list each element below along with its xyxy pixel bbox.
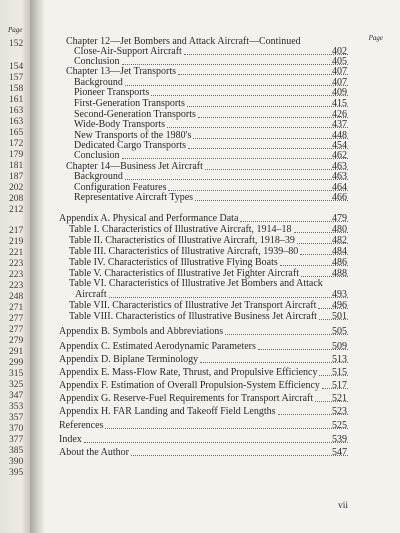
toc-entry-title: Pioneer Transports [74, 87, 150, 98]
left-page-number: 223 [9, 281, 24, 291]
left-page-number: 353 [9, 402, 24, 412]
toc-entry [59, 214, 350, 224]
toc-entry-title: Table VI. Characteristics of Illustrative Jet Bombers and Attack [69, 278, 323, 289]
toc-entry-title: About the Author [59, 447, 129, 458]
toc-entry-page: 488 [332, 268, 347, 279]
toc-entry [59, 355, 350, 365]
page-column-heading: Page [368, 34, 383, 42]
left-page-number: 370 [9, 424, 24, 434]
toc-entry [69, 301, 350, 311]
left-page-number: 158 [9, 84, 24, 94]
book-gutter [30, 0, 44, 533]
toc-entry-page: 407 [332, 77, 347, 88]
toc-entry [59, 327, 350, 337]
toc-entry-title: Close-Air-Support Aircraft [74, 46, 182, 57]
left-page-number: 395 [9, 468, 24, 478]
toc-entry [59, 394, 350, 404]
contents-page [44, 0, 400, 533]
toc-entry-page: 486 [332, 257, 347, 268]
previous-page-strip [0, 0, 30, 533]
toc-entry-page: 466 [332, 192, 347, 203]
toc-entry-page: 482 [332, 235, 347, 246]
toc-entry-title: Second-Generation Transports [74, 109, 196, 120]
left-page-number: 212 [9, 205, 24, 215]
left-page-number: 223 [9, 259, 24, 269]
page-folio: vii [338, 501, 349, 511]
toc-entry-page: 454 [332, 140, 347, 151]
toc-entry [66, 67, 350, 77]
left-page-number: 181 [9, 161, 24, 171]
left-page-number: 221 [9, 248, 24, 258]
toc-entry-page: 539 [332, 434, 347, 445]
toc-entry-page: 415 [332, 98, 347, 109]
toc-entry-page: 547 [332, 447, 347, 458]
toc-entry-title: Table VII. Characteristics of Illustrative Jet Transport Aircraft [69, 300, 317, 311]
left-page-number: 248 [9, 292, 24, 302]
toc-entry-page: 437 [332, 119, 347, 130]
toc-entry-page: 480 [332, 224, 347, 235]
left-page-number: 163 [9, 117, 24, 127]
toc-entry-page: 409 [332, 87, 347, 98]
left-page-number: 187 [9, 172, 24, 182]
toc-entry-page: 493 [332, 289, 347, 300]
toc-entry-page: 484 [332, 246, 347, 257]
left-page-number: 152 [9, 39, 24, 49]
toc-entry-page: 501 [332, 311, 347, 322]
toc-entry-page: 513 [332, 354, 347, 365]
toc-entry [74, 88, 350, 98]
toc-entry-page: 479 [332, 213, 347, 224]
toc-entry [59, 407, 350, 417]
toc-entry-page: 426 [332, 109, 347, 120]
left-page-number: 357 [9, 413, 24, 423]
left-page-heading: Page [8, 26, 23, 34]
toc-entry-page: 505 [332, 326, 347, 337]
toc-entry [59, 435, 350, 445]
left-page-number: 277 [9, 314, 24, 324]
dot-leader [109, 290, 348, 298]
toc-entry-page: 515 [332, 367, 347, 378]
toc-entry-title: Chapter 13—Jet Transports [66, 66, 176, 77]
toc-entry-title: Appendix D. Biplane Terminology [59, 354, 199, 365]
toc-entry [59, 342, 350, 352]
toc-entry [74, 193, 350, 203]
toc-entry-title: Appendix E. Mass-Flow Rate, Thrust, and Propulsive Efficiency [59, 367, 318, 378]
toc-entry [75, 290, 350, 300]
toc-entry-page: 509 [332, 341, 347, 352]
left-page-number: 219 [9, 237, 24, 247]
dot-leader [151, 88, 348, 96]
toc-entry-title: References [59, 420, 104, 431]
toc-entry [69, 258, 350, 268]
toc-entry-title: Background [74, 77, 123, 88]
toc-entry-page: 463 [332, 161, 347, 172]
toc-entry [69, 312, 350, 322]
toc-entry-title: Appendix A. Physical and Performance Data [59, 213, 239, 224]
left-page-number: 299 [9, 358, 24, 368]
left-page-number: 163 [9, 106, 24, 116]
toc-entry-page: 462 [332, 150, 347, 161]
toc-entry-title: Table V. Characteristics of Illustrative Jet Fighter Aircraft [69, 268, 299, 279]
toc-entry [69, 225, 350, 235]
toc-entry-page: 521 [332, 393, 347, 404]
left-page-number: 179 [9, 150, 24, 160]
toc-entry-title: Wide-Body Transports [74, 119, 165, 130]
left-page-number: 154 [9, 62, 24, 72]
toc-entry-page: 407 [332, 66, 347, 77]
toc-entry-title: Chapter 14—Business Jet Aircraft [66, 161, 203, 172]
toc-entry-page: 464 [332, 182, 347, 193]
toc-entry-title: Chapter 12—Jet Bombers and Attack Aircraft—Continued [66, 36, 301, 47]
left-page-number: 385 [9, 446, 24, 456]
left-page-number: 279 [9, 336, 24, 346]
left-page-number: 390 [9, 457, 24, 467]
toc-entry-title: Conclusion [74, 150, 120, 161]
toc-entry [59, 448, 350, 458]
left-page-number: 315 [9, 369, 24, 379]
dot-leader [125, 172, 348, 180]
toc-entry-title: Appendix G. Reserve-Fuel Requirements for Transport Aircraft [59, 393, 314, 404]
left-page-number: 223 [9, 270, 24, 280]
toc-entry-title: New Transports of the 1980's [74, 130, 192, 141]
dot-leader [84, 435, 348, 443]
dot-leader [105, 421, 348, 429]
toc-entry-title: Appendix C. Estimated Aerodynamic Parameters [59, 341, 256, 352]
toc-entry-page: 463 [332, 171, 347, 182]
toc-entry-title: Representative Aircraft Types [74, 192, 194, 203]
toc-entry-title: Index [59, 434, 82, 445]
toc-entry [69, 279, 378, 289]
toc-entry [69, 247, 350, 257]
toc-entry-title: Table III. Characteristics of Illustrative Aircraft, 1939–80 [69, 246, 299, 257]
left-page-number: 202 [9, 183, 24, 193]
toc-entry-title: Table II. Characteristics of Illustrative Aircraft, 1918–39 [69, 235, 295, 246]
left-page-number: 165 [9, 128, 24, 138]
toc-entry [59, 368, 350, 378]
toc-entry-title: First-Generation Transports [74, 98, 185, 109]
toc-entry-page: 496 [332, 300, 347, 311]
left-page-number: 291 [9, 347, 24, 357]
toc-entry [69, 236, 350, 246]
dot-leader [131, 448, 348, 456]
left-page-number: 377 [9, 435, 24, 445]
left-page-number: 161 [9, 95, 24, 105]
toc-entry-page: 448 [332, 130, 347, 141]
toc-entry [74, 99, 350, 109]
left-page-number: 325 [9, 380, 24, 390]
toc-entry [59, 421, 350, 431]
toc-entry-page: 523 [332, 406, 347, 417]
left-page-number: 347 [9, 391, 24, 401]
toc-entry-title: Table VIII. Characteristics of Illustrative Business Jet Aircraft [69, 311, 317, 322]
toc-entry-title: Appendix H. FAR Landing and Takeoff Field Lengths [59, 406, 276, 417]
toc-entry-page: 525 [332, 420, 347, 431]
toc-entry-title: Aircraft [75, 289, 107, 300]
left-page-number: 271 [9, 303, 24, 313]
toc-entry [74, 120, 350, 130]
toc-entry-title: Table IV. Characteristics of Illustrative Flying Boats [69, 257, 278, 268]
left-page-number: 208 [9, 194, 24, 204]
dot-leader [122, 151, 348, 159]
toc-entry-page: 405 [332, 56, 347, 67]
toc-entry-title: Appendix B. Symbols and Abbreviations [59, 326, 224, 337]
toc-entry-title: Conclusion [74, 56, 120, 67]
toc-entry-title: Appendix F. Estimation of Overall Propulsion-System Efficiency [59, 380, 320, 391]
toc-entry [59, 381, 350, 391]
toc-entry-title: Dedicated Cargo Transports [74, 140, 187, 151]
left-page-number: 217 [9, 226, 24, 236]
toc-entry-page: 517 [332, 380, 347, 391]
left-page-number: 277 [9, 325, 24, 335]
left-page-number: 172 [9, 139, 24, 149]
toc-entry-title: Configuration Features [74, 182, 167, 193]
toc-entry-title: Table I. Characteristics of Illustrative Aircraft, 1914–18 [69, 224, 292, 235]
toc-entry [74, 151, 350, 161]
toc-entry-title: Background [74, 171, 123, 182]
toc-entry [74, 172, 350, 182]
dot-leader [122, 57, 348, 65]
toc-entry-page: 402 [332, 46, 347, 57]
dot-leader [125, 78, 348, 86]
left-page-number: 157 [9, 73, 24, 83]
